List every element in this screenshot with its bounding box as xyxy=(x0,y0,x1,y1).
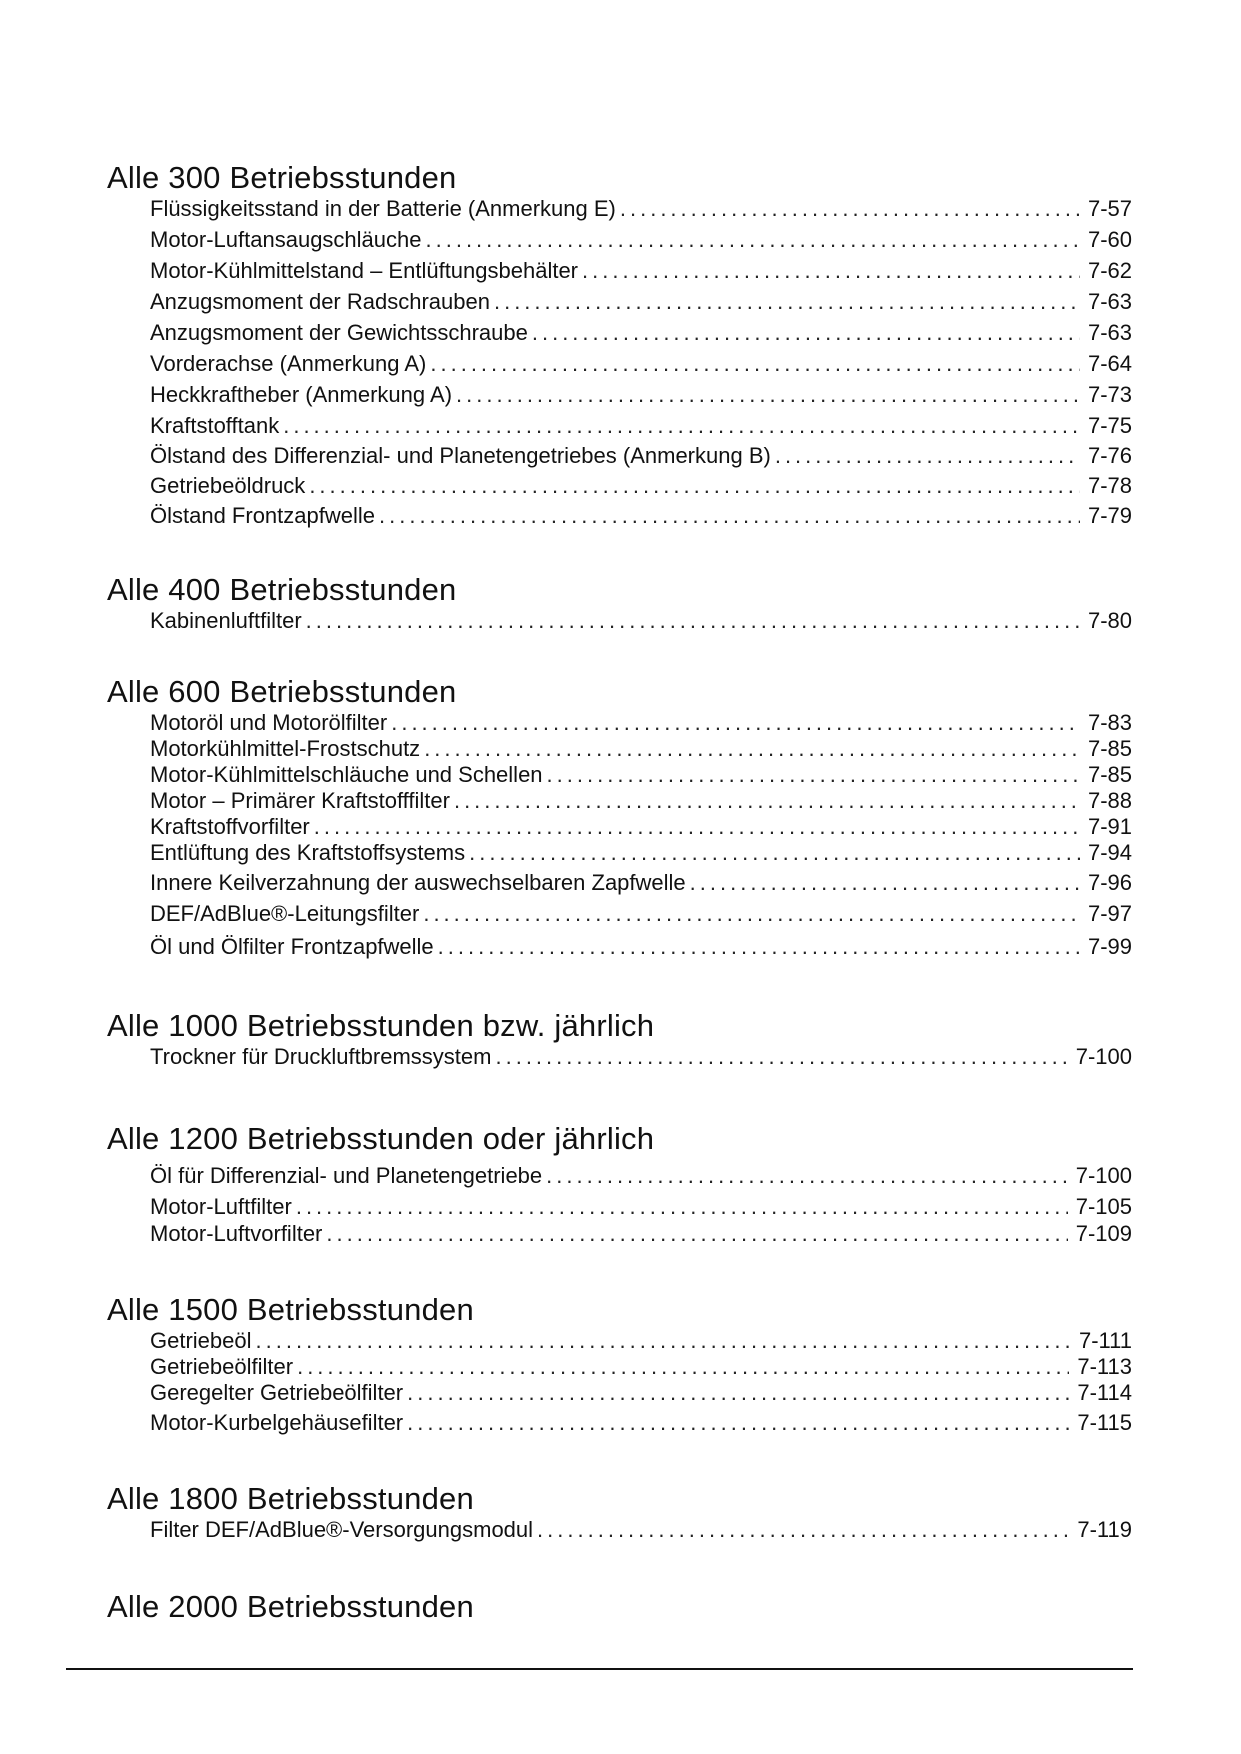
entry-label: Kraftstoffvorfilter xyxy=(150,814,310,839)
toc-entry[interactable] xyxy=(150,840,1132,870)
entry-page: 7-85 xyxy=(1087,736,1132,761)
entry-page: 7-115 xyxy=(1077,1410,1132,1435)
dot-leader xyxy=(532,320,1080,346)
entry-label: Motor-Kurbelgehäusefilter xyxy=(150,1410,404,1435)
toc-entry[interactable] xyxy=(150,788,1132,814)
section-2000h xyxy=(107,1589,1132,1625)
entry-page: 7-100 xyxy=(1075,1044,1132,1069)
entry-page: 7-60 xyxy=(1087,227,1132,252)
entry-label: Motor – Primärer Kraftstofffilter xyxy=(150,788,450,813)
entry-list xyxy=(150,710,1132,964)
dot-leader xyxy=(256,1328,1071,1354)
toc-entry[interactable] xyxy=(150,1517,1132,1547)
entry-page: 7-79 xyxy=(1087,503,1132,528)
entry-page: 7-63 xyxy=(1087,289,1132,314)
section-title: Alle 1800 Betriebsstunden xyxy=(107,1481,474,1516)
toc-entry[interactable] xyxy=(150,901,1132,934)
section-title: Alle 300 Betriebsstunden xyxy=(107,160,457,195)
toc-entry[interactable] xyxy=(150,351,1132,382)
section-300h xyxy=(107,160,1132,533)
dot-leader xyxy=(283,413,1080,439)
entry-label: Vorderachse (Anmerkung A) xyxy=(150,351,427,376)
entry-list xyxy=(150,1163,1132,1248)
dot-leader xyxy=(379,503,1080,529)
dot-leader xyxy=(314,814,1080,840)
entry-page: 7-97 xyxy=(1087,901,1132,926)
section-1000h xyxy=(107,1008,1132,1074)
section-1200h xyxy=(107,1121,1132,1248)
toc-entry[interactable] xyxy=(150,413,1132,443)
entry-page: 7-99 xyxy=(1087,934,1132,959)
section-title: Alle 600 Betriebsstunden xyxy=(107,674,457,709)
entry-label: Trockner für Druckluftbremssystem xyxy=(150,1044,492,1069)
dot-leader xyxy=(407,1410,1069,1436)
toc-entry[interactable] xyxy=(150,870,1132,901)
entry-label: Öl und Ölfilter Frontzapfwelle xyxy=(150,934,434,959)
entry-page: 7-57 xyxy=(1087,196,1132,221)
dot-leader xyxy=(494,289,1080,315)
dot-leader xyxy=(426,227,1080,253)
entry-label: Getriebeöl xyxy=(150,1328,252,1353)
dot-leader xyxy=(326,1221,1067,1247)
dot-leader xyxy=(297,1354,1069,1380)
dot-leader xyxy=(537,1517,1069,1543)
entry-label: Motor-Luftfilter xyxy=(150,1194,292,1219)
toc-entry[interactable] xyxy=(150,1221,1132,1248)
entry-label: Innere Keilverzahnung der auswechselbaren Zapfwelle xyxy=(150,870,686,895)
section-400h xyxy=(107,572,1132,638)
toc-entry[interactable] xyxy=(150,473,1132,503)
dot-leader xyxy=(423,901,1080,927)
entry-page: 7-80 xyxy=(1087,608,1132,633)
dot-leader xyxy=(469,840,1080,866)
dot-leader xyxy=(690,870,1080,896)
toc-entry[interactable] xyxy=(150,227,1132,258)
entry-label: Kraftstofftank xyxy=(150,413,280,438)
entry-page: 7-63 xyxy=(1087,320,1132,345)
dot-leader xyxy=(546,1163,1068,1189)
entry-label: Anzugsmoment der Radschrauben xyxy=(150,289,490,314)
toc-entry[interactable] xyxy=(150,934,1132,964)
dot-leader xyxy=(430,351,1080,377)
section-1800h xyxy=(107,1481,1132,1547)
entry-page: 7-105 xyxy=(1075,1194,1132,1219)
toc-entry[interactable] xyxy=(150,1380,1132,1410)
toc-entry[interactable] xyxy=(150,1354,1132,1380)
dot-leader xyxy=(456,382,1080,408)
entry-label: Getriebeöldruck xyxy=(150,473,306,498)
entry-label: Anzugsmoment der Gewichtsschraube xyxy=(150,320,528,345)
entry-page: 7-96 xyxy=(1087,870,1132,895)
entry-label: Heckkraftheber (Anmerkung A) xyxy=(150,382,453,407)
entry-label: Filter DEF/AdBlue®-Versorgungsmodul xyxy=(150,1517,534,1542)
entry-list xyxy=(150,608,1132,638)
entry-page: 7-113 xyxy=(1077,1354,1132,1379)
section-title: Alle 400 Betriebsstunden xyxy=(107,572,457,607)
entry-page: 7-75 xyxy=(1087,413,1132,438)
entry-label: Entlüftung des Kraftstoffsystems xyxy=(150,840,466,865)
entry-list xyxy=(150,1517,1132,1547)
entry-list xyxy=(150,196,1132,533)
section-600h xyxy=(107,674,1132,964)
entry-page: 7-111 xyxy=(1078,1328,1132,1353)
section-title: Alle 1500 Betriebsstunden xyxy=(107,1292,474,1327)
toc-entry[interactable] xyxy=(150,258,1132,289)
entry-list xyxy=(150,1328,1132,1438)
dot-leader xyxy=(407,1380,1069,1406)
dot-leader xyxy=(582,258,1080,284)
toc-entry[interactable] xyxy=(150,289,1132,320)
entry-page: 7-88 xyxy=(1087,788,1132,813)
entry-page: 7-78 xyxy=(1087,473,1132,498)
entry-page: 7-91 xyxy=(1087,814,1132,839)
entry-label: Ölstand des Differenzial- und Planetengetriebes (Anmerkung B) xyxy=(150,443,771,468)
entry-label: Motor-Luftansaugschläuche xyxy=(150,227,422,252)
entry-label: Motorkühlmittel-Frostschutz xyxy=(150,736,421,761)
dot-leader xyxy=(775,443,1080,469)
toc-entry[interactable] xyxy=(150,1410,1132,1438)
entry-label: Öl für Differenzial- und Planetengetriebe xyxy=(150,1163,543,1188)
entry-page: 7-119 xyxy=(1077,1517,1132,1542)
dot-leader xyxy=(424,736,1080,762)
toc-entry[interactable] xyxy=(150,762,1132,788)
entry-page: 7-114 xyxy=(1077,1380,1132,1405)
toc-entry[interactable] xyxy=(150,1163,1132,1194)
entry-label: Flüssigkeitsstand in der Batterie (Anmerkung E) xyxy=(150,196,616,221)
dot-leader xyxy=(306,608,1080,634)
entry-page: 7-94 xyxy=(1087,840,1132,865)
entry-label: Getriebeölfilter xyxy=(150,1354,294,1379)
entry-page: 7-62 xyxy=(1087,258,1132,283)
toc-entry[interactable] xyxy=(150,196,1132,227)
entry-page: 7-83 xyxy=(1087,710,1132,735)
dot-leader xyxy=(438,934,1080,960)
toc-entry[interactable] xyxy=(150,1194,1132,1221)
entry-label: Ölstand Frontzapfwelle xyxy=(150,503,375,528)
dot-leader xyxy=(296,1194,1068,1220)
entry-label: Motor-Kühlmittelschläuche und Schellen xyxy=(150,762,543,787)
dot-leader xyxy=(309,473,1080,499)
section-title: Alle 2000 Betriebsstunden xyxy=(107,1589,474,1624)
toc-entry[interactable] xyxy=(150,608,1132,638)
entry-label: DEF/AdBlue®-Leitungsfilter xyxy=(150,901,420,926)
entry-page: 7-109 xyxy=(1075,1221,1132,1246)
entry-page: 7-76 xyxy=(1087,443,1132,468)
dot-leader xyxy=(454,788,1080,814)
toc-entry[interactable] xyxy=(150,443,1132,473)
toc-entry[interactable] xyxy=(150,503,1132,533)
entry-page: 7-100 xyxy=(1075,1163,1132,1188)
entry-page: 7-85 xyxy=(1087,762,1132,787)
entry-label: Kabinenluftfilter xyxy=(150,608,302,633)
toc-entry[interactable] xyxy=(150,382,1132,413)
entry-page: 7-64 xyxy=(1087,351,1132,376)
dot-leader xyxy=(547,762,1080,788)
toc-entry[interactable] xyxy=(150,736,1132,762)
dot-leader xyxy=(391,710,1080,736)
entry-label: Geregelter Getriebeölfilter xyxy=(150,1380,404,1405)
entry-list xyxy=(150,1044,1132,1074)
entry-label: Motoröl und Motorölfilter xyxy=(150,710,388,735)
dot-leader xyxy=(495,1044,1067,1070)
toc-entry[interactable] xyxy=(150,1044,1132,1074)
toc-entry[interactable] xyxy=(150,1328,1132,1354)
entry-page: 7-73 xyxy=(1087,382,1132,407)
section-title: Alle 1200 Betriebsstunden oder jährlich xyxy=(107,1121,655,1156)
footer-rule xyxy=(66,1668,1133,1670)
toc-entry[interactable] xyxy=(150,814,1132,840)
toc-entry[interactable] xyxy=(150,710,1132,736)
entry-label: Motor-Kühlmittelstand – Entlüftungsbehälter xyxy=(150,258,579,283)
dot-leader xyxy=(620,196,1080,222)
entry-label: Motor-Luftvorfilter xyxy=(150,1221,323,1246)
section-1500h xyxy=(107,1292,1132,1438)
section-title: Alle 1000 Betriebsstunden bzw. jährlich xyxy=(107,1008,655,1043)
toc-entry[interactable] xyxy=(150,320,1132,351)
